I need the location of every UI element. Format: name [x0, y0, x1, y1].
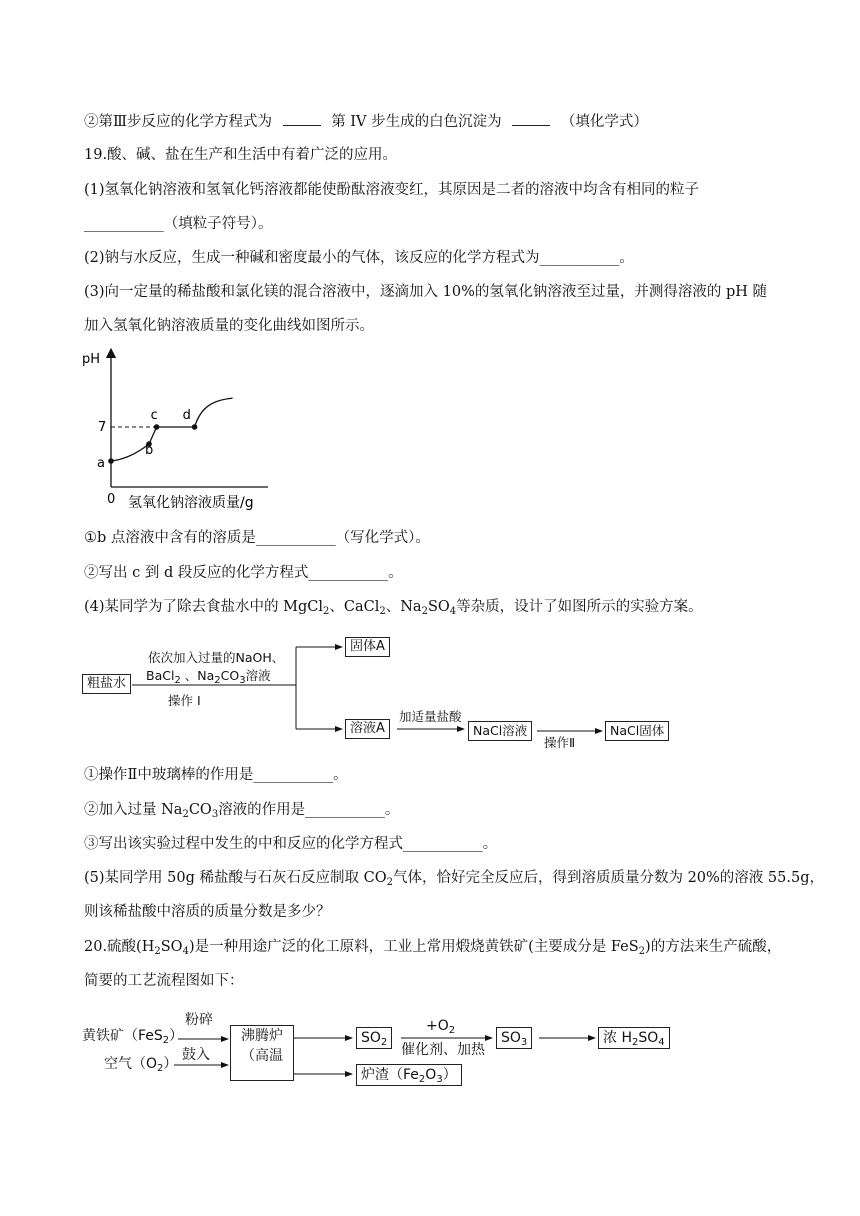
conc-sulfuric-acid-box: 浓 $H_2SO_4$: [598, 1027, 670, 1049]
slag-box: 炉渣$(Fe_2O_3)$: [356, 1064, 462, 1086]
q19-p4-text: SO: [427, 599, 450, 615]
q20-line2: 简要的工艺流程图如下：: [84, 973, 244, 989]
solid-a-box: 固体A: [345, 637, 390, 657]
q19-p4-text: 、CaCl: [329, 599, 380, 615]
q18-tail-line: [84, 110, 648, 132]
crush-label: 粉碎: [185, 1012, 213, 1028]
acid-label: 加适量盐酸: [399, 709, 462, 724]
q19-p1-line1: (1)氢氧化钠溶液和氢氧化钙溶液都能使酚酞溶液变红，其原因是二者的溶液中均含有相同的粒子: [84, 182, 700, 198]
y-axis-label: pH: [82, 352, 101, 367]
boiling-furnace-box: 沸腾炉 （高温: [230, 1025, 294, 1081]
point-label-c: c: [150, 408, 158, 423]
curve-a-b: [111, 444, 149, 461]
origin-label: 0: [107, 492, 116, 507]
q19-p5-line1: (5)某同学用 50g 稀盐酸与石灰石反应制取 $CO_2$气体，恰好完全反应后，得到溶质质量分数为 20%的溶液 55.5g，: [84, 870, 824, 888]
q19-p4-q1: ①操作Ⅱ中玻璃棒的作用是___________。: [84, 767, 348, 783]
point-label-a: a: [97, 456, 105, 471]
q18-text-b: 第 IV 步生成的白色沉淀为: [331, 114, 502, 130]
air-label: 空气$(O_2)$: [104, 1056, 178, 1074]
so2-box: $SO_2$: [356, 1027, 392, 1049]
q18-text-c: （填化学式）: [560, 114, 648, 130]
oxygen-label: $+O_2$: [426, 1018, 456, 1036]
q19-p4-stem: (4)某同学为了除去食盐水中的 MgCl$_2$、CaCl$_2$、$Na_2SO_4$等杂质，设计了如图所示的实验方案。: [84, 599, 703, 617]
q19-p4-text: 、Na: [385, 599, 422, 615]
q19-p3-line1: (3)向一定量的稀盐酸和氯化镁的混合溶液中，逐滴加入 10%的氢氧化钠溶液至过量，并测得溶液的 pH 随: [84, 284, 768, 300]
point-a: [108, 458, 114, 464]
nacl-solid-box: NaCl固体: [605, 721, 669, 741]
x-axis-label: 氢氧化钠溶液质量/g: [128, 495, 254, 511]
crude-brine-box: 粗盐水: [82, 674, 131, 694]
y-tick-7: 7: [98, 420, 107, 435]
nacl-solution-box: NaCl溶液: [468, 721, 532, 741]
q19-p3-line2: 加入氢氧化钠溶液质量的变化曲线如图所示。: [84, 318, 374, 334]
pyrite-label: 黄铁矿（FeS$_2$）: [82, 1028, 184, 1046]
point-c: [154, 424, 160, 430]
q19-stem: 19.酸、碱、盐在生产和生活中有着广泛的应用。: [84, 147, 398, 163]
q19-p1-blank[interactable]: ___________: [84, 216, 164, 232]
q19-p4-text: 等杂质，设计了如图所示的实验方案。: [456, 599, 703, 615]
q19-p2: (2)钠与水反应，生成一种碱和密度最小的气体，该反应的化学方程式为___________。: [84, 250, 634, 266]
so3-box: $SO_3$: [496, 1027, 532, 1049]
q19-p4-q3: ③写出该实验过程中发生的中和反应的化学方程式___________。: [84, 836, 498, 852]
operation-1-label: 操作 I: [168, 693, 201, 708]
q19-p3-q1: ①b 点溶液中含有的溶质是___________（写化学式）。: [84, 530, 430, 546]
q19-p1-line2: [84, 214, 273, 234]
q18-text-a: ②第Ⅲ步反应的化学方程式为: [84, 114, 272, 130]
point-d: [192, 424, 198, 430]
q19-p1-tail: （填粒子符号）。: [163, 216, 273, 232]
answer-blank[interactable]: [283, 110, 321, 126]
reagents-label-line1: 依次加入过量的NaOH、: [148, 650, 285, 665]
reagents-label-line2: BaCl$_2$ 、$Na_2CO_3$溶液: [146, 668, 271, 686]
q19-p4-text: (4)某同学为了除去食盐水中的 MgCl: [84, 599, 324, 615]
point-label-d: d: [182, 408, 191, 423]
q19-p4-q2: ②加入过量 $Na_2CO_3$溶液的作用是___________。: [84, 802, 400, 820]
q19-p5-line2: 则该稀盐酸中溶质的质量分数是多少？: [84, 904, 331, 920]
catalyst-heat-label: 催化剂、加热: [401, 1042, 485, 1058]
q19-p3-q2: ②写出 c 到 d 段反应的化学方程式___________。: [84, 565, 403, 581]
curve-after-d: [195, 398, 233, 427]
operation-2-label: 操作Ⅱ: [544, 735, 576, 750]
point-label-b: b: [145, 443, 154, 458]
blow-in-label: 鼓入: [182, 1047, 210, 1063]
answer-blank[interactable]: [512, 110, 550, 126]
q20-line1: 20.硫酸$(H_2SO_4)$是一种用途广泛的化工原料，工业上常用煅烧黄铁矿(主要成分是 FeS$_2$)的方法来生产硫酸，: [84, 939, 782, 957]
solution-a-box: 溶液A: [345, 719, 390, 739]
ph-chart: [78, 345, 278, 513]
